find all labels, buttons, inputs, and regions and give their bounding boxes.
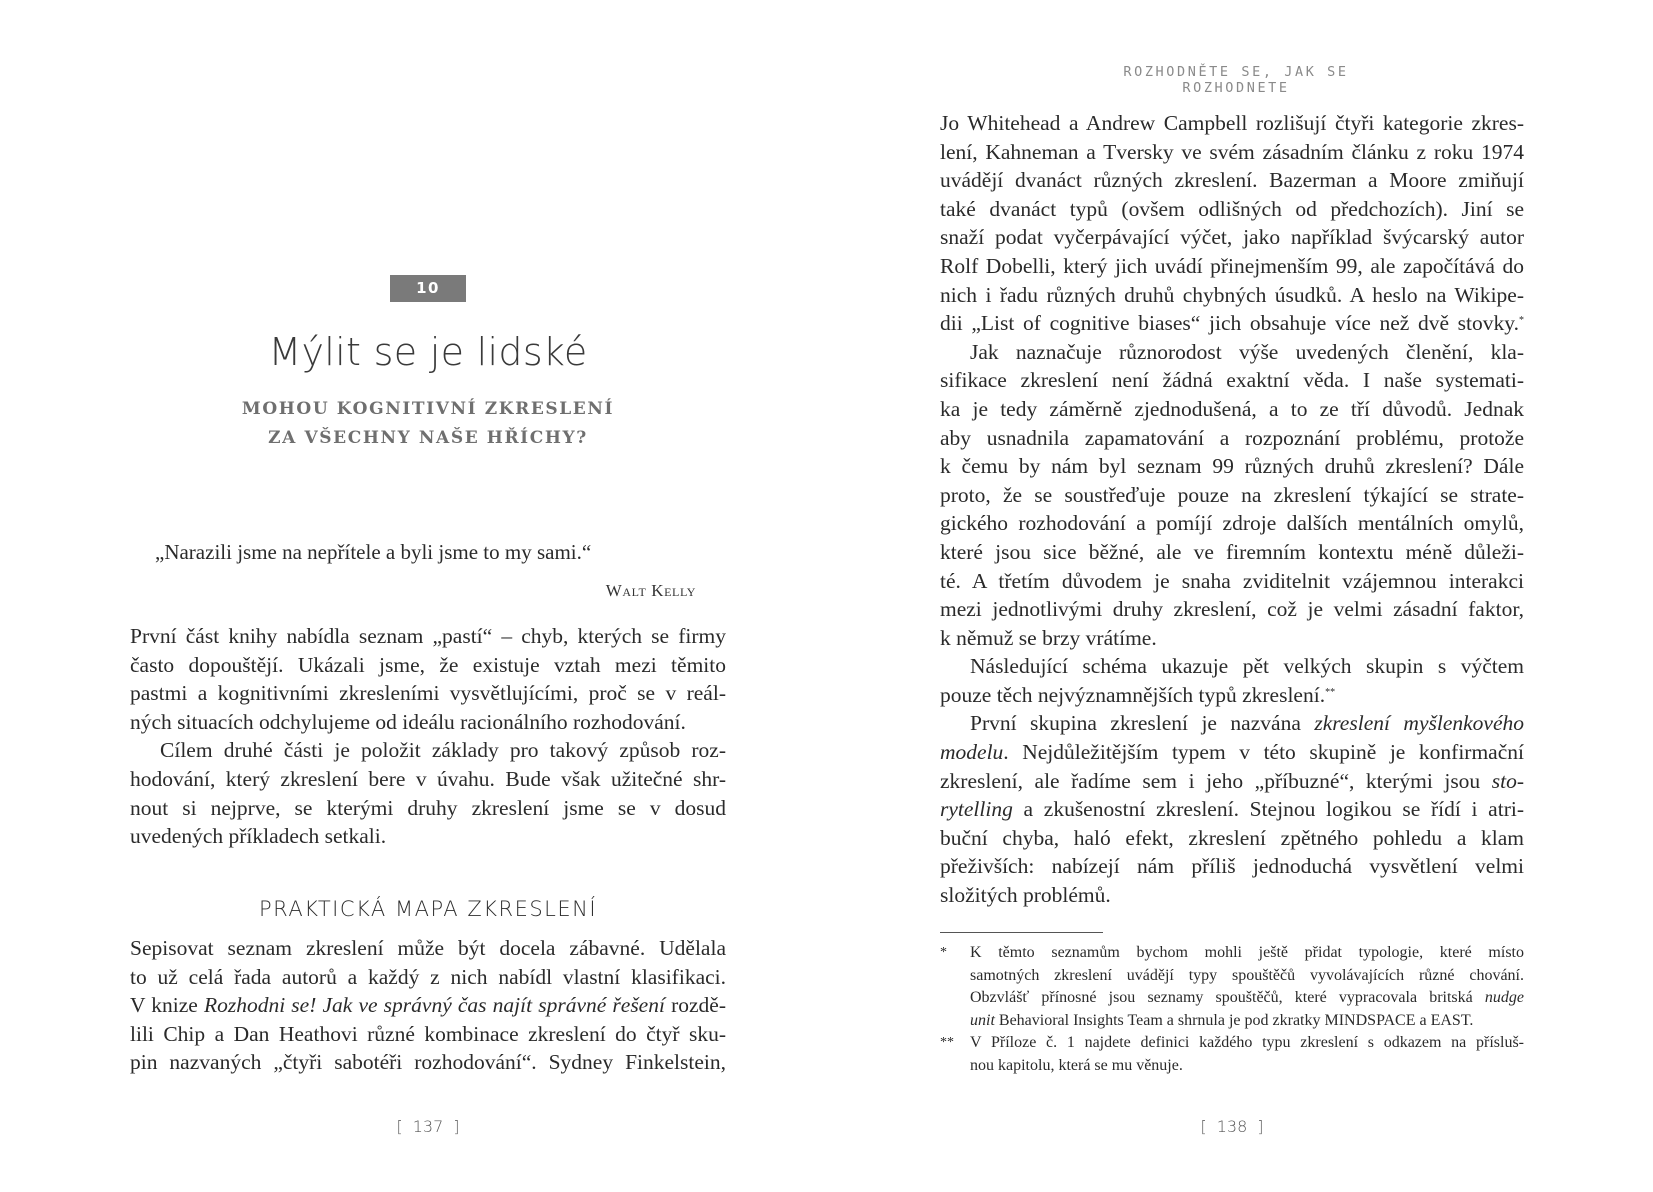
paragraph — [940, 338, 1524, 653]
text-line: lili Chip a Dan Heathovi různé kombinace zkreslení do čtyř sku- — [130, 1021, 726, 1046]
text-line: Jak naznačuje různorodost výše uvedených členění, kla- — [970, 339, 1524, 364]
page-number-value: 138 — [1216, 1117, 1248, 1136]
text-line: mezi jednotlivými druhy zkreslení, což je velmi zásadní faktor, — [940, 597, 1524, 622]
text-line: lení, Kahneman a Tversky ve svém zásadním článku z roku 1974 — [940, 139, 1524, 164]
running-header: ROZHODNĚTE SE, JAK SE ROZHODNETE — [1123, 64, 1349, 96]
text-fragment: V knize — [130, 993, 204, 1018]
text-line: které jsou sice běžné, ale ve firemním kontextu méně důleži- — [940, 539, 1524, 564]
text-line: proto, že se soustřeďuje pouze na zkreslení týkající se strate- — [940, 482, 1524, 507]
text-line: také dvanáct typů (ovšem odlišných od předchozích). Jiní se — [940, 196, 1524, 221]
book-title-italic: Rozhodni se! Jak ve správný čas najít správné řešení — [203, 993, 665, 1018]
chapter-title: Mýlit se je lidské — [268, 330, 588, 374]
bracket-close: ] — [453, 1117, 460, 1136]
term-italic: rytelling — [940, 797, 1013, 822]
text-fragment: a zkušenostní zkreslení. Stejnou logikou se řídí i atri- — [1012, 797, 1524, 822]
text-line: snaží podat vyčerpávající výčet, jako například švýcarský autor — [940, 225, 1524, 250]
text-line: Jo Whitehead a Andrew Campbell rozlišují čtyři kategorie zkres- — [940, 111, 1524, 135]
text-line — [970, 987, 1524, 1010]
text-line — [130, 991, 726, 1020]
chapter-subtitle-line: ZA VŠECHNY NAŠE HŘÍCHY? — [268, 428, 588, 448]
text-line: přeživších: nabízejí nám příliš jednoduchá vysvětlení velmi — [940, 854, 1524, 879]
paragraph — [940, 652, 1524, 709]
footnote — [940, 942, 1524, 1032]
text-line: to už celá řada autorů a každý z nich nabídl vlastní klasifikaci. — [130, 964, 726, 989]
text-line: ka je tedy záměrně zjednodušená, a to ze tří důvodů. Jednak — [940, 396, 1524, 421]
text-line — [940, 767, 1524, 796]
bracket-close: ] — [1257, 1117, 1264, 1136]
bracket-open: [ — [396, 1117, 403, 1136]
footnote — [940, 1032, 1524, 1077]
text-line: Sepisovat seznam zkreslení může být docela zábavné. Udělala — [130, 936, 726, 960]
page-number-value: 137 — [412, 1117, 444, 1136]
text-fragment: Obzvlášť přínosné jsou seznamy spouštěčů, které vypracovala britská — [970, 989, 1485, 1007]
text-line: hodování, který zkreslení bere v úvahu. Bude však užitečné shr- — [130, 766, 726, 791]
right-page — [826, 0, 1653, 1192]
page-number — [328, 1117, 528, 1136]
text-line — [940, 681, 1524, 710]
text-fragment: Behavioral Insights Team a shrnula je pod zkratky MINDSPACE a EAST. — [994, 1011, 1474, 1029]
footnote-divider — [940, 932, 1103, 933]
text-line: buční chyba, haló efekt, zkreslení zpětného pohledu a klam — [940, 825, 1524, 850]
text-fragment: dii „List of cognitive biases“ jich obsahuje více než dvě stovky. — [940, 311, 1519, 336]
text-line: pin nazvaných „čtyři sabotéři rozhodování“. Sydney Finkelstein, — [130, 1050, 726, 1075]
paragraph — [130, 736, 726, 850]
term-italic: nudge — [1484, 989, 1524, 1007]
section-heading: PRAKTICKÁ MAPA ZKRESLENÍ — [258, 897, 598, 921]
text-line: V Příloze č. 1 najdete definici každého typu zkreslení s odkazem na přísluš- — [970, 1034, 1524, 1052]
footnote-marker: * — [940, 945, 947, 960]
text-line — [940, 709, 1524, 738]
paragraph — [130, 622, 726, 736]
text-line: často dopouštějí. Ukázali jsme, že existuje vztah mezi těmito — [130, 652, 726, 677]
text-line: Rolf Dobelli, který jich uvádí přinejmenším 99, ale započítává do — [940, 253, 1524, 278]
paragraph — [940, 709, 1524, 909]
text-line: Cílem druhé části je položit základy pro takový způsob roz- — [160, 738, 726, 763]
term-italic: unit — [970, 1011, 995, 1029]
text-fragment: První skupina zkreslení je nazvána — [970, 711, 1315, 736]
text-line: pastmi a kognitivními zkresleními vysvětlujícími, proč se v reál- — [130, 681, 726, 706]
section-body — [130, 934, 726, 1077]
term-italic: zkreslení myšlenkového — [1314, 711, 1524, 736]
text-line — [940, 309, 1524, 338]
text-line: uvedených příkladech setkali. — [130, 824, 387, 849]
chapter-number-badge: 10 — [390, 275, 466, 302]
text-line: nich i řadu různých druhů chybných úsudků. A heslo na Wikipe- — [940, 282, 1524, 307]
text-fragment: rozdě- — [664, 993, 726, 1018]
intro-body — [130, 622, 726, 851]
text-line: nout si nejprve, se kterými druhy zkreslení jsme se v dosud — [130, 795, 726, 820]
text-line: První část knihy nabídla seznam „pastí“ – chyb, kterých se firmy — [130, 624, 726, 648]
footnotes — [940, 942, 1524, 1078]
paragraph — [940, 109, 1524, 338]
text-line: samotných zkreslení uvádějí typy spouštěčů vyvolávajících různé chování. — [970, 966, 1524, 984]
text-line: sifikace zkreslení není žádná exaktní věda. I naše systemati- — [940, 368, 1524, 393]
left-page — [0, 0, 826, 1192]
text-line: té. A třetím důvodem je snaha zviditelnit vzájemnou interakci — [940, 568, 1524, 593]
text-line: uvádějí dvanáct různých zkreslení. Bazerman a Moore zmiňují — [940, 168, 1524, 193]
page-number — [1132, 1117, 1332, 1136]
paragraph — [130, 934, 726, 1077]
text-line: aby usnadnila zapamatování a rozpoznání problému, protože — [940, 425, 1524, 450]
text-line: K těmto seznamům bychom mohli ještě přidat typologie, které místo — [970, 944, 1524, 961]
text-line: složitých problémů. — [940, 883, 1111, 908]
text-line: nou kapitolu, která se mu věnuje. — [970, 1056, 1183, 1074]
chapter-subtitle-line: MOHOU KOGNITIVNÍ ZKRESLENÍ — [241, 399, 615, 419]
text-fragment: zkreslení, ale řadíme sem i jeho „příbuzné“, kterými jsou — [940, 768, 1492, 793]
footnote-marker: ** — [940, 1035, 954, 1051]
right-body — [940, 109, 1524, 910]
text-fragment: . Nejdůležitějším typem v této skupině je konfirmační — [1003, 740, 1524, 765]
text-line: Následující schéma ukazuje pět velkých skupin s výčtem — [970, 654, 1524, 679]
text-line — [970, 1010, 1524, 1033]
term-italic: sto- — [1491, 768, 1524, 793]
bracket-open: [ — [1200, 1117, 1207, 1136]
text-fragment: pouze těch nejvýznamnějších typů zkreslení. — [940, 682, 1326, 707]
epigraph-quote: „Narazili jsme na nepřítele a byli jsme to my sami.“ — [155, 540, 592, 564]
text-line — [940, 738, 1524, 767]
footnote-ref[interactable]: ** — [1325, 686, 1336, 698]
text-line: k čemu by nám byl seznam 99 různých druhů zkreslení? Dále — [940, 454, 1524, 479]
text-line — [940, 795, 1524, 824]
text-line: k němuž se brzy vrátíme. — [940, 625, 1157, 650]
text-line: gického rozhodování a pomíjí zdroje dalších mentálních omylů, — [940, 511, 1524, 536]
text-line: ných situacích odchylujeme od ideálu racionálního rozhodování. — [130, 709, 686, 734]
chapter-subtitle — [130, 395, 726, 453]
term-italic: modelu — [940, 740, 1004, 765]
footnote-ref[interactable]: * — [1519, 315, 1524, 327]
epigraph-author: Walt Kelly — [605, 581, 696, 600]
